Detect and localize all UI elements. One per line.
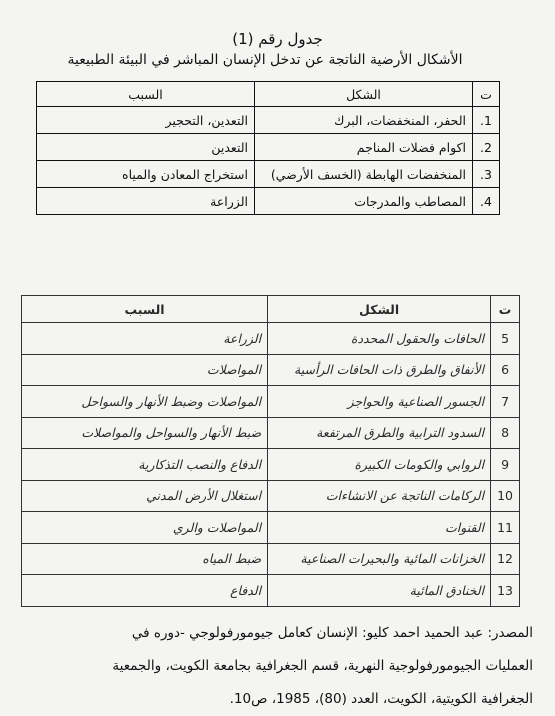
row-num: 10 [491,480,520,512]
row-cause: التعدين، التحجير [37,107,255,134]
row-cause: استخراج المعادن والمياه [37,161,255,188]
table-row [22,417,520,449]
row-num: 6 [491,354,520,386]
header-cause: السبب [22,296,268,323]
header-num: ت [473,82,500,107]
row-shape: الخنادق المائية [268,575,491,607]
row-shape: السدود الترابية والطرق المرتفعة [268,417,491,449]
header-shape: الشكل [255,82,473,107]
table-number: جدول رقم (1) [232,30,323,48]
row-num: 13 [491,575,520,607]
row-shape: المنخفضات الهابطة (الخسف الأرضي) [255,161,473,188]
row-num: 12 [491,543,520,575]
row-num: 5 [491,323,520,355]
row-cause: المواصلات والري [22,512,268,544]
table-row [22,449,520,481]
table-row [22,354,520,386]
row-num: 3. [473,161,500,188]
table-row [37,107,500,134]
table1-header-row [37,82,500,107]
row-shape: الجسور الصناعية والحواجز [268,386,491,418]
row-num: 9 [491,449,520,481]
row-shape: الأنفاق والطرق ذات الحافات الرأسية [268,354,491,386]
row-num: 1. [473,107,500,134]
source-citation [18,617,533,716]
table-row [22,512,520,544]
row-num: 8 [491,417,520,449]
table-row [37,161,500,188]
row-shape: الركامات الناتجة عن الانشاءات [268,480,491,512]
table-row [37,188,500,215]
table-row [22,323,520,355]
table-row [22,386,520,418]
source-line-3: الجغرافية الكويتية، الكويت، العدد (80)، 1985، ص10. [229,691,533,707]
table-row [22,543,520,575]
source-line-2: العمليات الجيومورفولوجية النهرية، قسم الجغرافية بجامعة الكويت، والجمعية [112,658,533,674]
row-shape: اكوام فضلات المناجم [255,134,473,161]
table2-header-row [22,296,520,323]
row-num: 11 [491,512,520,544]
header-num: ت [491,296,520,323]
table1-caption: الأشكال الأرضية الناتجة عن تدخل الإنسان المباشر في البيئة الطبيعية [67,52,463,68]
row-shape: الحفر، المنخفضات، البرك [255,107,473,134]
table1 [36,81,500,215]
header-shape: الشكل [268,296,491,323]
row-cause: الدفاع والنصب التذكارية [22,449,268,481]
header-cause: السبب [37,82,255,107]
row-cause: الدفاع [22,575,268,607]
row-cause: ضبط المياه [22,543,268,575]
table-row [22,575,520,607]
row-cause: الزراعة [37,188,255,215]
row-shape: الخزانات المائية والبحيرات الصناعية [268,543,491,575]
row-cause: ضبط الأنهار والسواحل والمواصلات [22,417,268,449]
row-cause: المواصلات [22,354,268,386]
row-num: 7 [491,386,520,418]
row-cause: استغلال الأرض المدني [22,480,268,512]
row-shape: المصاطب والمدرجات [255,188,473,215]
table2 [21,295,520,607]
row-num: 4. [473,188,500,215]
table-row [37,134,500,161]
table-row [22,480,520,512]
source-line-1: المصدر: عبد الحميد احمد كليو: الإنسان كعامل جيومورفولوجي -دوره في [131,625,533,641]
row-cause: الزراعة [22,323,268,355]
row-cause: التعدين [37,134,255,161]
row-shape: القنوات [268,512,491,544]
row-shape: الروابي والكومات الكبيرة [268,449,491,481]
row-cause: المواصلات وضبط الأنهار والسواحل [22,386,268,418]
row-num: 2. [473,134,500,161]
row-shape: الحافات والحقول المحددة [268,323,491,355]
